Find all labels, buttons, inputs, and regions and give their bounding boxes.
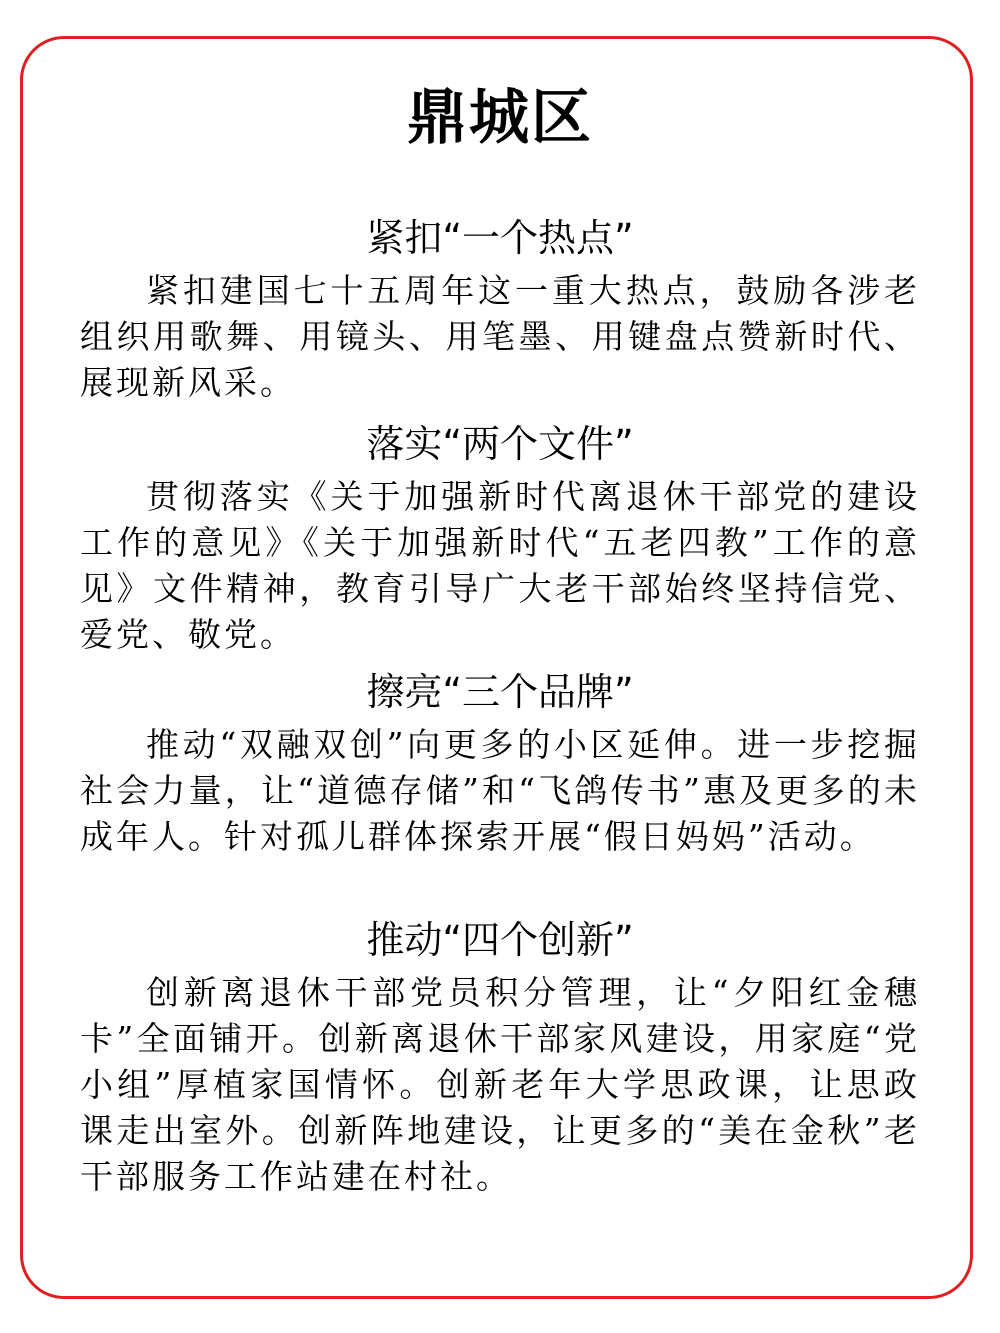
section-heading: 紧扣“一个热点” — [366, 216, 634, 260]
section-innovations — [80, 916, 920, 1200]
section-body: 贯彻落实《关于加强新时代离退休干部党的建设工作的意见》《关于加强新时代“五老四教”工作的意见》文件精神，教育引导广大老干部始终坚持信党、爱党、敬党。 — [80, 477, 920, 654]
section-heading: 推动“四个创新” — [366, 918, 634, 962]
section-body: 紧扣建国七十五周年这一重大热点，鼓励各涉老组织用歌舞、用镜头、用笔墨、用键盘点赞新时代、展现新风采。 — [80, 271, 920, 402]
section-body: 创新离退休干部党员积分管理，让“夕阳红金穗卡”全面铺开。创新离退休干部家风建设，用家庭“党小组”厚植家国情怀。创新老年大学思政课，让思政课走出室外。创新阵地建设，让更多的“美在金秋”老干部服务工作站建在村社。 — [80, 973, 920, 1196]
section-brands — [80, 668, 920, 860]
section-body: 推动“双融双创”向更多的小区延伸。进一步挖掘社会力量，让“道德存储”和“飞鸽传书”惠及更多的未成年人。针对孤儿群体探索开展“假日妈妈”活动。 — [80, 725, 920, 856]
section-documents — [80, 420, 920, 658]
section-hotspot — [80, 214, 920, 406]
section-heading: 擦亮“三个品牌” — [366, 670, 634, 714]
section-heading: 落实“两个文件” — [366, 422, 634, 466]
page-title: 鼎城区 — [407, 83, 593, 153]
